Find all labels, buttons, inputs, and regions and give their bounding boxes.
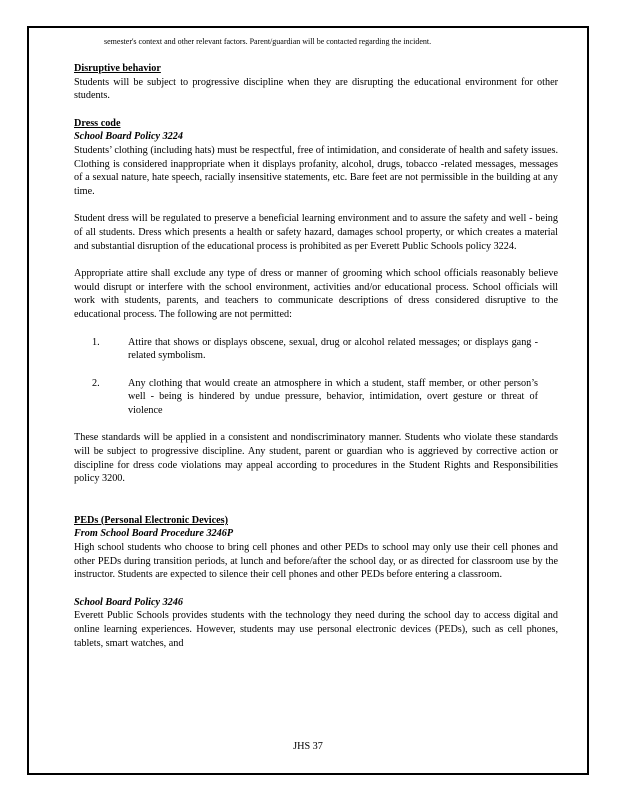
dress-policy-ref: School Board Policy 3224 (74, 131, 183, 143)
peds-procedure-ref: From School Board Procedure 3246P (74, 528, 234, 540)
page-border (27, 26, 589, 775)
dress-prohibited-list (74, 336, 558, 418)
peds-policy-ref: School Board Policy 3246 (74, 596, 183, 608)
peds-heading: PEDs (Personal Electronic Devices) (74, 514, 229, 526)
page-content (74, 36, 558, 650)
dress-paragraph-1: Students’ clothing (including hats) must be respectful, free of intimidation, and considerate of health and safety issues. Clothing is considered inappropriate when it displays profanity, alcohol, drugs, tobacco -related messages, messages of a sexual nature, hate speech, racially insensitive statements, etc. Bare feet are not permissible in the building at any time. (74, 144, 558, 197)
disruptive-heading: Disruptive behavior (74, 63, 161, 74)
dress-heading: Dress code (74, 117, 121, 129)
dress-paragraph-3: Appropriate attire shall exclude any type of dress or manner of grooming which school officials reasonably believe would disrupt or interfere with the school environment, activities and/or educational process. School officials will work with students, parents, and teachers to communicate descriptions of dress considered disruptive to the educational process. The following are not permitted: (74, 268, 558, 320)
list-item (74, 377, 558, 418)
dress-paragraph-2: Student dress will be regulated to preserve a beneficial learning environment and to assure the safety and well - being of all students. Dress which presents a health or safety hazard, damages school property, or which creates a material and substantial disruption of the educational process is prohibited as per Everett Public Schools policy 3224. (74, 213, 558, 252)
continuation-text: semester's context and other relevant factors. Parent/guardian will be contacted regarding the incident. (104, 37, 432, 46)
peds-paragraph-1: High school students who choose to bring cell phones and other PEDs to school may only use their cell phones and other PEDs during transition periods, at lunch and before/after the school day, or as directed for classroom use by the instructor. Students are expected to silence their cell phones and other PEDs before entering a classroom. (74, 542, 558, 581)
page-footer: JHS 37 (293, 741, 323, 752)
peds-paragraph-2: Everett Public Schools provides students with the technology they need during the school day to access digital and online learning experiences. However, students may use personal electronic devices (PEDs), such as cell phones, tablets, smart watches, and (74, 610, 558, 649)
list-item-number: 2. (92, 377, 100, 389)
list-item-text: Attire that shows or displays obscene, sexual, drug or alcohol related messages; or displays gang -related symbolism. (128, 336, 538, 362)
list-item-text: Any clothing that would create an atmosphere in which a student, staff member, or other person’s well - being is hindered by undue pressure, behavior, intimidation, overt gesture or threat of violence (128, 377, 538, 416)
disruptive-text: Students will be subject to progressive discipline when they are disrupting the educational environment for other students. (74, 76, 558, 102)
list-item-number: 1. (92, 336, 100, 348)
list-item (74, 336, 558, 363)
dress-paragraph-4: These standards will be applied in a consistent and nondiscriminatory manner. Students who violate these standards will be subject to progressive discipline. Any student, parent or guardian who is aggrieved by corrective action or discipline for dress code violations may appeal according to procedures in the Student Rights and Responsibilities policy 3200. (74, 432, 558, 485)
